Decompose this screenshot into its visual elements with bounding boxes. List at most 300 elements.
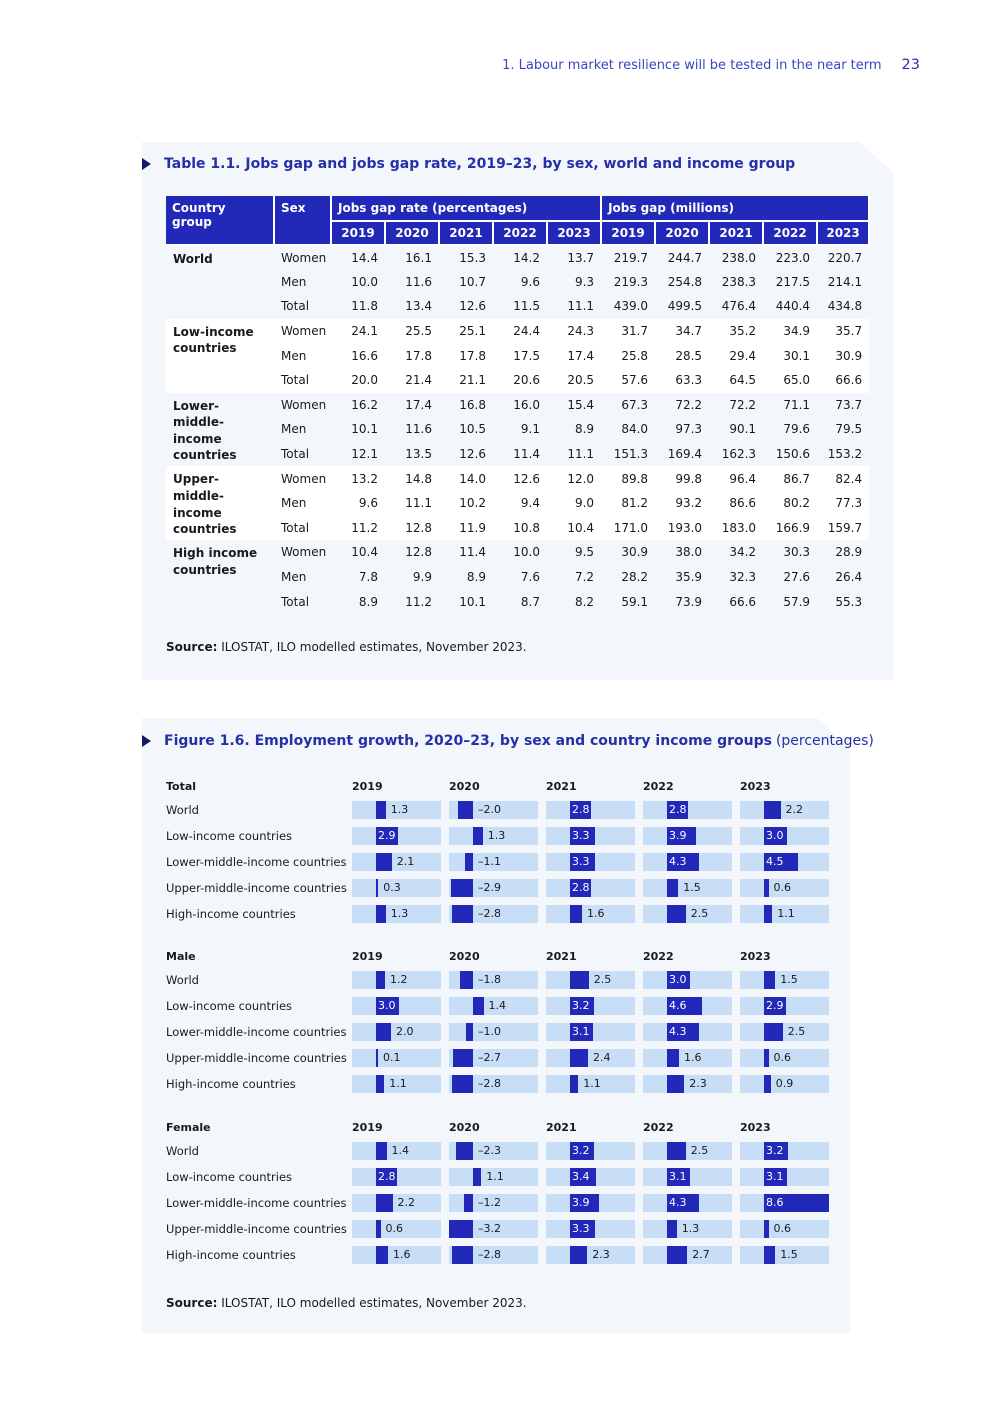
bar-cell [449, 1220, 538, 1238]
bar-cell [546, 905, 635, 923]
table-group [166, 319, 869, 393]
caption-triangle-icon [142, 735, 151, 747]
year-label: 2021 [546, 1121, 577, 1134]
country-group-cell: Low-income countries [166, 319, 274, 393]
bar-cell [449, 997, 538, 1015]
rate-cell: 9.3 [574, 274, 595, 289]
data-label: 0.1 [383, 1051, 401, 1064]
data-bar [451, 879, 473, 897]
data-label: 0.9 [775, 1077, 794, 1090]
rate-cell: 12.8 [405, 545, 432, 560]
data-bar [465, 853, 473, 871]
data-bar [376, 853, 392, 871]
data-label: 0.6 [773, 881, 791, 894]
bar-cell [352, 853, 441, 871]
bar-cell [643, 1023, 732, 1041]
rate-cell: 11.2 [405, 594, 432, 609]
gap-cell: 79.6 [783, 422, 811, 437]
data-label: 1.5 [780, 973, 798, 986]
bar-cell [449, 1246, 538, 1264]
bar-cell [643, 879, 732, 897]
gap-cell: 254.8 [667, 274, 703, 289]
data-bar [764, 1049, 769, 1067]
gap-cell: 153.2 [827, 447, 863, 462]
category-label: Lower-middle-income countries [166, 1196, 347, 1210]
gap-cell: 71.1 [783, 397, 811, 412]
sex-cell: Total [274, 368, 331, 393]
bar-cell [643, 1194, 732, 1212]
data-bar [667, 1049, 679, 1067]
data-bar [764, 1220, 769, 1238]
figure-caption-text: Figure 1.6. Employment growth, 2020–23, by sex and country income groups [164, 733, 772, 749]
data-bar [453, 1049, 473, 1067]
data-label: 2.8 [572, 881, 590, 894]
data-bar [667, 1075, 684, 1093]
data-label: 2.0 [396, 1025, 414, 1038]
data-bar [667, 1142, 686, 1160]
table-row [166, 245, 869, 270]
sex-cell: Men [274, 491, 331, 516]
rate-cell: 10.2 [439, 491, 493, 516]
country-group-cell: World [173, 252, 213, 266]
rate-cell: 11.1 [567, 299, 595, 314]
data-label: –2.8 [478, 1077, 501, 1090]
rate-cell: 10.5 [459, 422, 486, 437]
rate-cell: 13.2 [331, 466, 385, 491]
bar-cell [449, 1049, 538, 1067]
category-label: World [166, 803, 199, 817]
rate-cell: 10.1 [351, 422, 378, 437]
bar-cell [546, 1220, 635, 1238]
gap-cell: 34.9 [763, 319, 817, 344]
col-header-country: Country group [166, 196, 274, 245]
data-label: 2.2 [397, 1196, 415, 1209]
gap-cell: 28.9 [835, 545, 863, 560]
data-bar [473, 1168, 481, 1186]
bar-cell [546, 1194, 635, 1212]
rate-cell: 10.1 [459, 594, 486, 609]
gap-cell: 476.4 [721, 299, 757, 314]
gap-cell: 57.6 [601, 368, 655, 393]
year-label: 2020 [449, 780, 480, 793]
rate-cell: 12.6 [459, 447, 486, 462]
rate-cell: 11.4 [513, 447, 540, 462]
data-bar [764, 1246, 775, 1264]
data-label: –1.8 [478, 973, 501, 986]
gap-cell: 30.3 [783, 545, 811, 560]
gap-cell: 219.7 [613, 250, 649, 265]
gap-cell: 30.9 [817, 343, 869, 368]
gap-cell: 28.2 [621, 570, 649, 585]
bar-cell [449, 801, 538, 819]
rate-cell: 12.0 [547, 466, 601, 491]
rate-cell: 11.4 [459, 545, 486, 560]
year-label: 2019 [352, 950, 383, 963]
data-label: 1.6 [393, 1248, 411, 1261]
sex-cell: Women [281, 545, 327, 560]
figure-source-label: Source: [166, 1296, 218, 1310]
bar-cell [546, 1142, 635, 1160]
gap-cell: 25.8 [601, 343, 655, 368]
data-label: 8.6 [766, 1196, 784, 1209]
bar-cell [740, 1142, 829, 1160]
data-label: 4.3 [669, 1196, 687, 1209]
gap-cell: 84.0 [621, 422, 649, 437]
rate-cell: 9.6 [331, 491, 385, 516]
data-bar [667, 905, 686, 923]
data-label: 1.4 [391, 1144, 409, 1157]
rate-cell: 25.5 [385, 319, 439, 344]
rate-cell: 24.3 [547, 319, 601, 344]
category-label: World [166, 973, 199, 987]
bar-cell [740, 1049, 829, 1067]
data-bar [667, 1246, 687, 1264]
jobs-gap-table [166, 196, 870, 614]
rate-cell: 8.9 [358, 594, 378, 609]
bar-cell [546, 1049, 635, 1067]
data-label: –2.0 [478, 803, 501, 816]
bar-cell [740, 997, 829, 1015]
category-label: Upper-middle-income countries [166, 1051, 347, 1065]
rate-cell: 8.2 [574, 594, 595, 609]
bar-cell [643, 905, 732, 923]
rate-cell: 7.6 [520, 570, 540, 585]
bar-cell [449, 879, 538, 897]
bar-cell [643, 971, 732, 989]
data-label: 3.0 [766, 829, 784, 842]
data-label: 3.3 [572, 1222, 590, 1235]
bar-cell [449, 1075, 538, 1093]
gap-cell: 30.9 [621, 545, 649, 560]
bar-cell [352, 1168, 441, 1186]
country-group-cell: Lower-middle-income countries [173, 398, 237, 463]
data-label: 2.8 [669, 803, 687, 816]
bar-cell [449, 1023, 538, 1041]
table-caption [142, 156, 795, 172]
bar-cell [740, 879, 829, 897]
bar-cell [546, 1023, 635, 1041]
gap-cell: 86.7 [763, 466, 817, 491]
col-header-rate: Jobs gap rate (percentages) [331, 196, 601, 221]
data-label: 4.5 [766, 855, 784, 868]
bar-cell [546, 997, 635, 1015]
table-header [166, 196, 869, 245]
col-header-year: 2019 [601, 221, 655, 245]
col-header-year: 2019 [331, 221, 385, 245]
gap-cell: 219.3 [613, 274, 649, 289]
data-label: 2.5 [787, 1025, 806, 1038]
running-header [502, 57, 920, 73]
gap-cell: 183.0 [709, 516, 763, 541]
data-bar [452, 1246, 473, 1264]
data-bar [452, 905, 473, 923]
sex-cell: Women [281, 250, 327, 265]
bar-cell [740, 1220, 829, 1238]
data-label: 1.1 [486, 1170, 504, 1183]
bar-cell [352, 1220, 441, 1238]
bar-cell [352, 1023, 441, 1041]
data-label: 3.3 [572, 829, 590, 842]
data-label: 2.2 [785, 803, 803, 816]
data-label: 3.1 [669, 1170, 687, 1183]
rate-cell: 11.1 [567, 447, 595, 462]
data-bar [376, 1246, 388, 1264]
table-group [166, 540, 869, 614]
figure-source-text: ILOSTAT, ILO modelled estimates, November 2023. [217, 1296, 527, 1310]
gap-cell: 55.3 [835, 594, 863, 609]
rate-cell: 11.6 [405, 422, 432, 437]
rate-cell: 17.4 [405, 397, 432, 412]
data-bar [764, 971, 775, 989]
gap-cell: 73.9 [675, 594, 703, 609]
gap-cell: 80.2 [763, 491, 817, 516]
data-label: 0.6 [773, 1222, 791, 1235]
gap-cell: 440.4 [775, 299, 811, 314]
bar-cell [449, 853, 538, 871]
rate-cell: 8.9 [574, 422, 595, 437]
year-label: 2021 [546, 950, 577, 963]
rate-cell: 7.8 [358, 570, 378, 585]
rate-cell: 10.0 [513, 545, 540, 560]
data-bar [570, 905, 582, 923]
sex-cell: Women [274, 319, 331, 344]
data-bar [376, 801, 386, 819]
gap-cell: 159.7 [817, 516, 869, 541]
gap-cell: 63.3 [655, 368, 709, 393]
data-label: 1.1 [389, 1077, 407, 1090]
gap-cell: 90.1 [729, 422, 757, 437]
data-label: 2.4 [593, 1051, 611, 1064]
col-header-gap: Jobs gap (millions) [601, 196, 869, 221]
data-label: 1.2 [390, 973, 408, 986]
bar-cell [352, 997, 441, 1015]
bar-cell [546, 1075, 635, 1093]
data-label: –1.0 [478, 1025, 501, 1038]
table-row [166, 466, 869, 491]
data-label: 2.5 [690, 907, 709, 920]
gap-cell: 193.0 [655, 516, 709, 541]
category-label: High-income countries [166, 1077, 296, 1091]
gap-cell: 29.4 [709, 343, 763, 368]
data-bar [764, 801, 781, 819]
sex-cell: Men [281, 570, 307, 585]
gap-cell: 151.3 [613, 447, 649, 462]
rate-cell: 9.5 [574, 545, 595, 560]
panel-title: Male [166, 950, 196, 963]
data-label: 4.6 [669, 999, 687, 1012]
gap-cell: 31.7 [601, 319, 655, 344]
sex-cell: Total [281, 299, 310, 314]
gap-cell: 26.4 [835, 570, 863, 585]
year-label: 2023 [740, 1121, 771, 1134]
gap-cell: 82.4 [817, 466, 869, 491]
col-header-year: 2022 [493, 221, 547, 245]
data-bar [667, 1220, 677, 1238]
year-label: 2022 [643, 1121, 674, 1134]
rate-cell: 17.5 [493, 343, 547, 368]
gap-cell: 214.1 [827, 274, 863, 289]
rate-cell: 11.5 [513, 299, 540, 314]
data-label: 3.1 [572, 1025, 590, 1038]
category-label: Low-income countries [166, 1170, 293, 1184]
bar-cell [740, 971, 829, 989]
data-label: 1.4 [488, 999, 506, 1012]
category-label: High-income countries [166, 907, 296, 921]
data-bar [570, 971, 589, 989]
gap-cell: 169.4 [667, 447, 703, 462]
sex-cell: Men [274, 343, 331, 368]
bar-cell [643, 1246, 732, 1264]
bar-cell [546, 1168, 635, 1186]
rate-cell: 24.1 [331, 319, 385, 344]
data-label: 2.8 [378, 1170, 396, 1183]
gap-cell: 81.2 [601, 491, 655, 516]
gap-cell: 162.3 [721, 447, 757, 462]
rate-cell: 20.0 [331, 368, 385, 393]
bar-cell [740, 801, 829, 819]
rate-cell: 10.8 [493, 516, 547, 541]
data-label: 4.3 [669, 855, 687, 868]
rate-cell: 9.0 [547, 491, 601, 516]
rate-cell: 12.1 [351, 447, 378, 462]
data-label: –1.2 [478, 1196, 501, 1209]
data-bar [464, 1194, 473, 1212]
category-label: Low-income countries [166, 999, 293, 1013]
category-label: World [166, 1144, 199, 1158]
data-label: 3.3 [572, 855, 590, 868]
bar-cell [546, 971, 635, 989]
col-header-year: 2023 [817, 221, 869, 245]
table-row [166, 540, 869, 565]
data-label: 1.3 [681, 1222, 700, 1235]
rate-cell: 10.0 [351, 274, 378, 289]
rate-cell: 16.2 [351, 397, 378, 412]
data-label: 2.1 [396, 855, 415, 868]
rate-cell: 12.6 [493, 466, 547, 491]
data-label: –3.2 [478, 1222, 501, 1235]
gap-cell: 238.3 [721, 274, 757, 289]
data-label: 2.5 [593, 973, 612, 986]
table-source-label: Source: [166, 640, 218, 654]
table-caption-text: Table 1.1. Jobs gap and jobs gap rate, 2019–23, by sex, world and income group [164, 156, 796, 172]
rate-cell: 15.4 [567, 397, 595, 412]
rate-cell: 9.4 [493, 491, 547, 516]
gap-cell: 244.7 [667, 250, 703, 265]
gap-cell: 66.6 [729, 594, 757, 609]
gap-cell: 67.3 [621, 397, 649, 412]
col-header-year: 2022 [763, 221, 817, 245]
category-label: High-income countries [166, 1248, 296, 1262]
table-group [166, 393, 869, 467]
rate-cell: 16.6 [331, 343, 385, 368]
gap-cell: 30.1 [763, 343, 817, 368]
rate-cell: 9.9 [412, 570, 432, 585]
gap-cell: 223.0 [775, 250, 811, 265]
bar-cell [740, 1194, 829, 1212]
year-label: 2019 [352, 1121, 383, 1134]
bar-cell [740, 1168, 829, 1186]
data-bar [667, 879, 678, 897]
data-label: –2.8 [478, 907, 501, 920]
rate-cell: 11.6 [405, 274, 432, 289]
table-group [166, 466, 869, 540]
rate-cell: 11.9 [439, 516, 493, 541]
gap-cell: 238.0 [721, 250, 757, 265]
panel-title: Total [166, 780, 197, 793]
bar-cell [643, 1220, 732, 1238]
data-label: 1.1 [777, 907, 795, 920]
bar-cell [643, 801, 732, 819]
rate-cell: 10.7 [459, 274, 486, 289]
gap-cell: 27.6 [783, 570, 811, 585]
rate-cell: 20.6 [493, 368, 547, 393]
bar-cell [352, 1246, 441, 1264]
category-label: Upper-middle-income countries [166, 881, 347, 895]
data-bar [376, 1049, 378, 1067]
bar-cell [352, 1142, 441, 1160]
gap-cell: 35.2 [709, 319, 763, 344]
data-label: –2.7 [478, 1051, 501, 1064]
rate-cell: 7.2 [574, 570, 595, 585]
gap-cell: 38.0 [675, 545, 703, 560]
data-label: 3.2 [572, 1144, 590, 1157]
bar-cell [643, 1075, 732, 1093]
data-label: –2.8 [478, 1248, 501, 1261]
gap-cell: 220.7 [827, 250, 863, 265]
rate-cell: 12.6 [459, 299, 486, 314]
data-bar [764, 905, 772, 923]
data-label: 4.3 [669, 1025, 687, 1038]
bar-cell [449, 1142, 538, 1160]
data-label: 2.8 [572, 803, 590, 816]
year-label: 2021 [546, 780, 577, 793]
rate-cell: 16.1 [405, 250, 432, 265]
year-label: 2022 [643, 950, 674, 963]
data-label: –1.1 [478, 855, 501, 868]
sex-cell: Total [274, 516, 331, 541]
data-label: 1.5 [780, 1248, 798, 1261]
bar-cell [546, 853, 635, 871]
bar-cell [740, 1246, 829, 1264]
figure-caption-unit: (percentages) [775, 733, 874, 749]
caption-triangle-icon [142, 158, 151, 170]
category-label: Low-income countries [166, 829, 293, 843]
gap-cell: 166.9 [763, 516, 817, 541]
data-bar [466, 1023, 474, 1041]
data-label: 2.3 [592, 1248, 610, 1261]
category-label: Lower-middle-income countries [166, 855, 347, 869]
gap-cell: 96.4 [709, 466, 763, 491]
data-label: 3.0 [669, 973, 687, 986]
rate-cell: 12.8 [385, 516, 439, 541]
col-header-year: 2021 [709, 221, 763, 245]
data-label: 0.6 [773, 1051, 791, 1064]
gap-cell: 35.7 [817, 319, 869, 344]
data-bar [376, 1220, 381, 1238]
data-label: 1.5 [683, 881, 701, 894]
data-bar [764, 879, 769, 897]
year-label: 2020 [449, 950, 480, 963]
data-label: 2.3 [689, 1077, 707, 1090]
table-row [166, 393, 869, 418]
bar-cell [643, 853, 732, 871]
gap-cell: 34.2 [729, 545, 757, 560]
rate-cell: 8.7 [520, 594, 540, 609]
data-bar [376, 1194, 393, 1212]
data-label: 2.9 [378, 829, 396, 842]
data-label: 2.7 [692, 1248, 710, 1261]
sex-cell: Total [281, 594, 310, 609]
